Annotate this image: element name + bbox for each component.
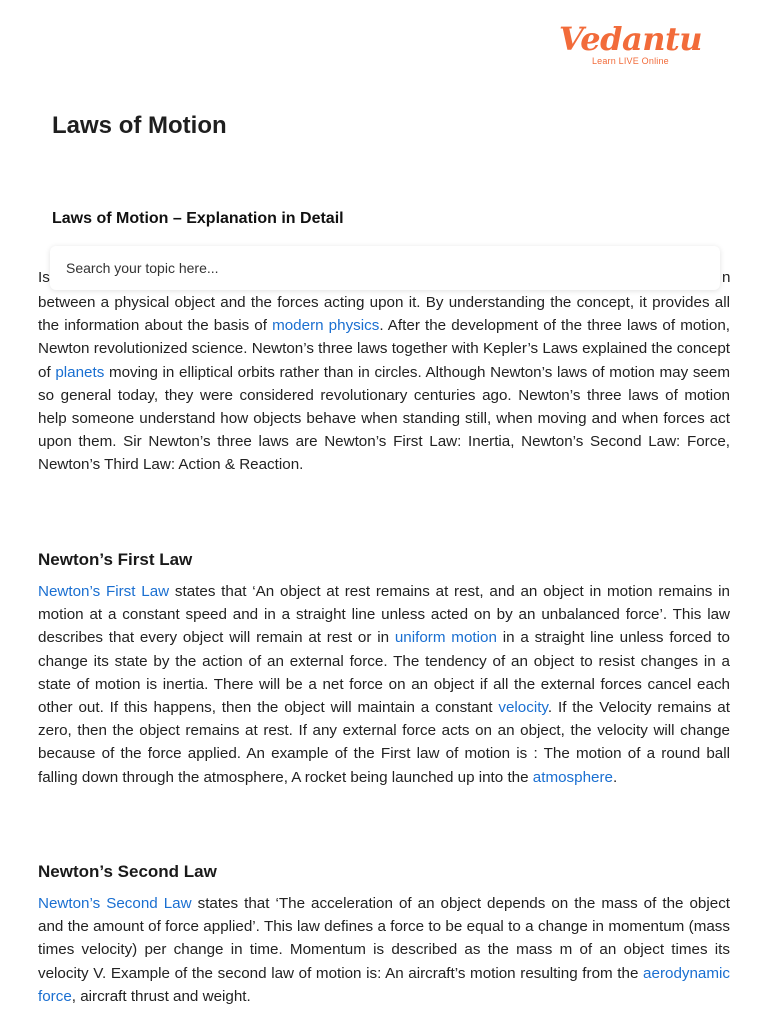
link-newtons-first-law[interactable]: Newton’s First Law xyxy=(38,583,170,600)
section-subtitle: Laws of Motion – Explanation in Detail xyxy=(52,210,344,227)
link-modern-physics[interactable]: modern physics xyxy=(272,317,380,335)
first-law-paragraph xyxy=(38,580,730,789)
first-law-heading: Newton’s First Law xyxy=(38,550,193,569)
intro-text-1: between a physical object and the forces acting upon it. By understanding the concept, it provides all the information about the basis of xyxy=(38,294,730,335)
first-law-text-4: . xyxy=(612,768,618,786)
second-law-paragraph xyxy=(38,892,730,1008)
link-aerodynamic-force[interactable]: aerodynamic force xyxy=(38,964,730,1005)
intro-text-2: . After the development of the three laws of motion, Newton revolutionized science. Newton’s three laws together with Kepler’s Laws explained the concept of xyxy=(38,317,730,381)
intro-hidden-end: n xyxy=(722,269,731,286)
page-title: Laws of Motion xyxy=(52,112,227,139)
intro-hidden-start: Is xyxy=(38,269,50,286)
link-uniform-motion[interactable]: uniform motion xyxy=(394,629,497,647)
second-law-text-2: , aircraft thrust and weight. xyxy=(71,987,251,1005)
intro-text-3: moving in elliptical orbits rather than in circles. Although Newton’s laws of motion may seem so general today, they were considered revolutionary centuries ago. Newton’s three laws of motion help someone understand how objects behave when standing still, when moving and when forces act upon them. Sir Newton’s three laws are Newton’s First Law: Inertia, Newton’s Second Law: Force, Newton’s Third Law: Action & Reaction. xyxy=(38,363,730,474)
search-input[interactable] xyxy=(66,260,666,276)
link-newtons-second-law[interactable]: Newton’s Second Law xyxy=(38,895,192,912)
search-bar[interactable] xyxy=(50,246,720,290)
second-law-heading: Newton’s Second Law xyxy=(38,862,217,881)
link-planets[interactable]: planets xyxy=(55,363,105,381)
intro-paragraph xyxy=(38,291,730,477)
first-law-text-1: states that ‘An object at rest remains at rest, and an object in motion remains in motion at a constant speed and in a straight line unless acted on by an unbalanced force’. This law describes that every object will remain at rest or in xyxy=(38,583,730,647)
first-law-text-3: . If the Velocity remains at zero, then the object remains at rest. If any external force acts on an object, the velocity will change because of the force applied. An example of the First law of motion is : The motion of a round ball falling down through the atmosphere, A rocket being launched up into the xyxy=(38,699,730,786)
second-law-text-1: states that ‘The acceleration of an object depends on the mass of the object and the amount of force applied’. This law defines a force to be equal to a change in momentum (mass times velocity) per change in time. Momentum is described as the mass m of an object times its velocity V. Example of the second law of motion is: An aircraft’s motion resulting from the xyxy=(38,895,731,982)
vedantu-logo[interactable] xyxy=(559,22,702,66)
link-atmosphere[interactable]: atmosphere xyxy=(532,768,613,786)
logo-wordmark: Vedantu xyxy=(558,20,702,58)
first-law-text-2: in a straight line unless forced to change its state by the action of an external force. The tendency of an object to resist changes in a state of motion is inertia. There will be a net force on an object if all the external forces cancel each other out. If this happens, then the object will maintain a constant xyxy=(38,629,731,717)
logo-tagline: Learn LIVE Online xyxy=(591,56,669,66)
link-velocity[interactable]: velocity xyxy=(498,699,548,717)
